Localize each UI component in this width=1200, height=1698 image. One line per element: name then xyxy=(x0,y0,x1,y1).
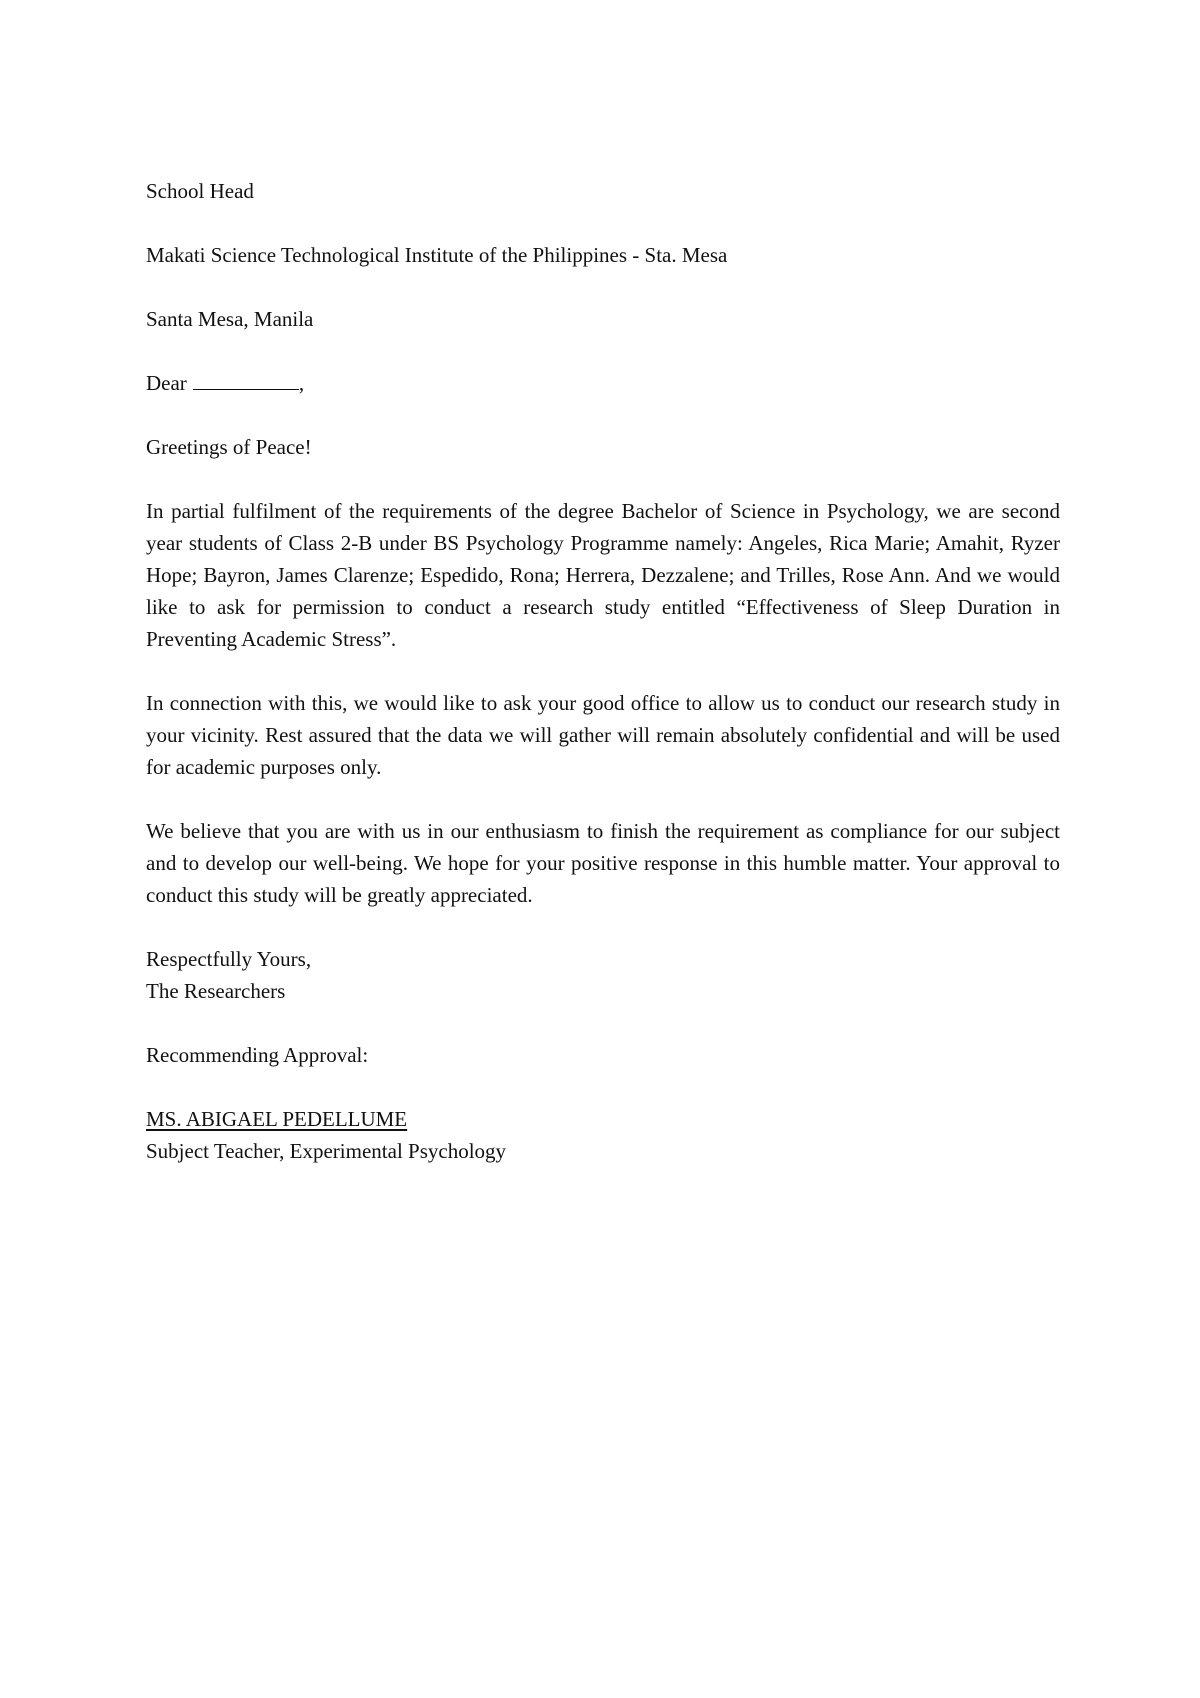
salutation-suffix: , xyxy=(298,371,305,395)
salutation-blank xyxy=(193,369,299,390)
letter-body xyxy=(146,175,1060,1199)
closing-block xyxy=(146,943,1060,1007)
signatory-position: Subject Teacher, Experimental Psychology xyxy=(146,1139,507,1163)
greeting: Greetings of Peace! xyxy=(146,435,312,459)
closing-line: Respectfully Yours, xyxy=(146,947,312,971)
closing-signer: The Researchers xyxy=(146,979,286,1003)
recipient-address: Santa Mesa, Manila xyxy=(146,307,314,331)
paragraph-belief: We believe that you are with us in our enthusiasm to finish the requirement as compliance for our subject and to develop our well-being. We hope for your positive response in this humble matter. Your approval to conduct this study will be greatly appreciated. xyxy=(146,819,1060,907)
signatory-name: MS. ABIGAEL PEDELLUME xyxy=(146,1107,408,1131)
signatory-block xyxy=(146,1103,1060,1167)
salutation-prefix: Dear xyxy=(146,371,187,395)
recommending-approval: Recommending Approval: xyxy=(146,1043,369,1067)
salutation xyxy=(146,367,1060,399)
paragraph-connection: In connection with this, we would like to ask your good office to allow us to conduct our research study in your vicinity. Rest assured that the data we will gather will remain absolutely confidential and will be used for academic purposes only. xyxy=(146,691,1060,779)
recipient-title: School Head xyxy=(146,179,254,203)
paragraph-request: In partial fulfilment of the requirements of the degree Bachelor of Science in Psychology, we are second year students of Class 2-B under BS Psychology Programme namely: Angeles, Rica Marie; Amahit, Ryzer Hope; Bayron, James Clarenze; Espedido, Rona; Herrera, Dezzalene; and Trilles, Rose Ann. And we would like to ask for permission to conduct a research study entitled “Effectiveness of Sleep Duration in Preventing Academic Stress”. xyxy=(146,499,1060,651)
recipient-institution: Makati Science Technological Institute of the Philippines - Sta. Mesa xyxy=(146,243,728,267)
